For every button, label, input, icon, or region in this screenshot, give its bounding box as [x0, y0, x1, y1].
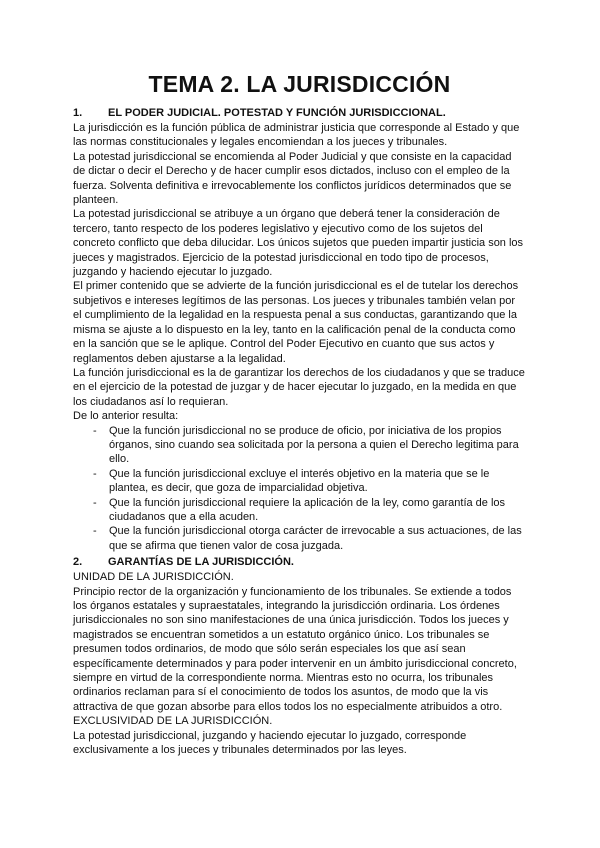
paragraph: La jurisdicción es la función pública de administrar justicia que corresponde al Estado y que las normas constitucionales y legales encomiendan a los jueces y tribunales.	[73, 122, 520, 149]
paragraph: El primer contenido que se advierte de la función jurisdiccional es el de tutelar los derechos subjetivos e intereses legítimos de las personas. Los jueces y tribunales también velan por el cumplimiento de la legalidad en la respuesta penal a sus conductas, garantizando que la misma se ajuste a lo dispuesto en la ley, tanto en la calificación penal de la conducta como en la sanción que se le aplique. Control del Poder Ejecutivo en cuanto que sus actos y reglamentos deben ajustarse a la legalidad.	[73, 280, 519, 365]
paragraph: Principio rector de la organización y funcionamiento de los tribunales. Se extiende a todos los órganos estatales y supraestatales, integrando la jurisdicción ordinaria. Los órdenes jurisdiccionales no son sino manifestaciones de una única jurisdicción. Todos los jueces y magistrados se encuentran sometidos a un estatuto orgánico único. Los tribunales se presumen todos ordinarios, de modo que sólo serán especiales los que así sean específicamente determinados y para poder intervenir en un ámbito jurisdiccional concreto, siempre en virtud de la correspondiente norma. Mientras esto no ocurra, los tribunales ordinarios reclaman para sí el conocimiento de todos los asuntos, de modo que la vis attractiva de que gozan absorbe para ellos todos los no especialmente atribuidos a otro.	[73, 585, 517, 713]
subheading-unidad: UNIDAD DE LA JURISDICCIÓN.	[73, 571, 234, 584]
section-2-heading	[73, 555, 526, 569]
page-title: TEMA 2. LA JURISDICCIÓN	[148, 71, 451, 97]
subheading-exclusividad: EXCLUSIVIDAD DE LA JURISDICCIÓN.	[73, 715, 273, 728]
paragraph: La potestad jurisdiccional se atribuye a un órgano que deberá tener la consideración de tercero, tanto respecto de los poderes legislativo y ejecutivo como de los sujetos del concreto conflicto que deba dilucidar. Los únicos sujetos que pueden impartir justicia son los jueces y magistrados. Ejercicio de la potestad jurisdiccional en todo tipo de procesos, juzgando y haciendo ejecutar lo juzgado.	[73, 208, 524, 279]
list-item: - Que la función jurisdiccional otorga carácter de irrevocable a sus actuaciones, de las que se afirma que tienen valor de cosa juzgada.	[109, 524, 526, 553]
section-2-title: GARANTÍAS DE LA JURISDICCIÓN.	[108, 556, 294, 569]
paragraph: De lo anterior resulta:	[73, 410, 179, 423]
paragraph: La función jurisdiccional es la de garantizar los derechos de los ciudadanos y que se traduce en el ejercicio de la potestad de juzgar y de hacer ejecutar lo juzgado, en la medida en que los ciudadanos así lo requieran.	[73, 366, 525, 408]
list-item: - Que la función jurisdiccional no se produce de oficio, por iniciativa de los propios órganos, sino cuando sea solicitada por la persona a quien el Derecho legitima para ello.	[109, 424, 526, 467]
paragraph: La potestad jurisdiccional, juzgando y haciendo ejecutar lo juzgado, corresponde exclusivamente a los jueces y tribunales determinados por las leyes.	[73, 729, 467, 757]
section-1-number: 1.	[73, 107, 83, 119]
bullet-list	[73, 424, 526, 554]
section-1-title: EL PODER JUDICIAL. POTESTAD Y FUNCIÓN JURISDICCIONAL.	[108, 107, 446, 119]
section-1-heading	[73, 106, 526, 120]
list-item: - Que la función jurisdiccional excluye el interés objetivo en la materia que se le plantea, es decir, que goza de imparcialidad objetiva.	[109, 467, 526, 496]
paragraph: La potestad jurisdiccional se encomienda al Poder Judicial y que consiste en la capacidad de dictar o decir el Derecho y de hacer cumplir esos dictados, incluso con el empleo de la fuerza. Solventa definitiva e irrevocablemente los conflictos jurídicos determinados que se planteen.	[73, 150, 512, 207]
section-2-number: 2.	[73, 556, 83, 569]
list-item: - Que la función jurisdiccional requiere la aplicación de la ley, como garantía de los ciudadanos que a ella acuden.	[109, 496, 526, 525]
